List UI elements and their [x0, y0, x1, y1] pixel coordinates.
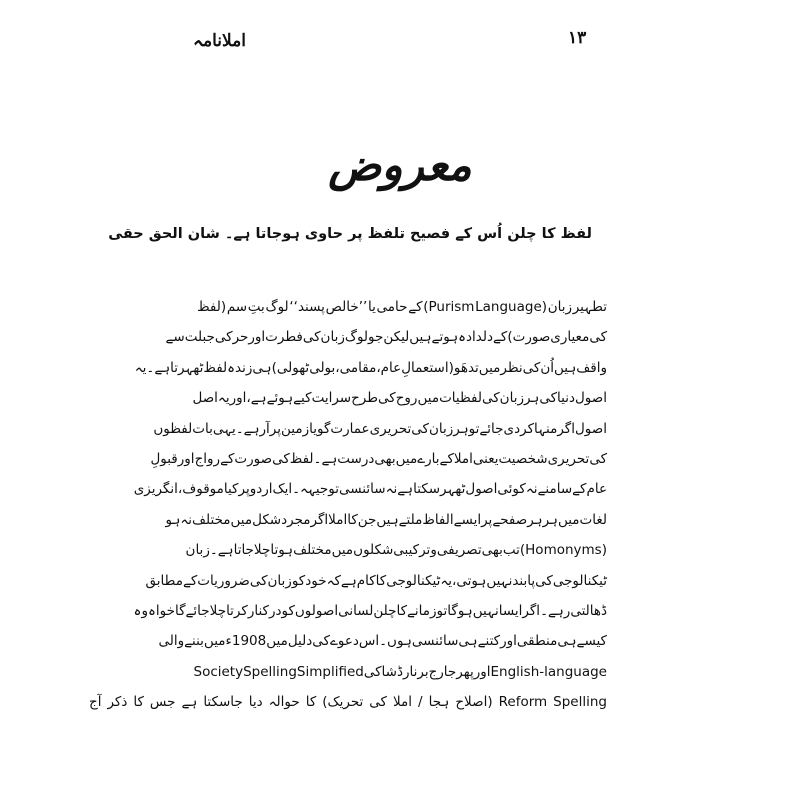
- word: ترکیبی: [393, 542, 431, 559]
- word: کیا: [223, 481, 239, 498]
- word: کو: [281, 602, 295, 619]
- word: ضروریات: [197, 572, 250, 589]
- word: پر: [481, 511, 493, 528]
- word: یہ: [134, 359, 147, 376]
- word: ہے: [340, 572, 357, 589]
- word: جاسکتا: [203, 694, 243, 711]
- word: بتِ: [247, 299, 265, 315]
- word: عمارت: [330, 420, 370, 437]
- word: تدھَو: [453, 359, 479, 376]
- word: میں: [478, 359, 501, 376]
- word: /: [418, 694, 423, 711]
- word: نہیں: [486, 572, 513, 589]
- word: زبان: [185, 542, 210, 559]
- word: لفظوں: [153, 420, 193, 437]
- word: ہے: [397, 481, 414, 498]
- word: ایسے: [453, 511, 482, 528]
- word: (Homonyms): [519, 542, 607, 559]
- word: صورت: [234, 450, 273, 467]
- word: دلدادہ: [458, 329, 493, 346]
- word: ہی: [458, 633, 478, 650]
- word: 1908ء: [225, 633, 267, 650]
- word: ٹیکنالوجی: [386, 572, 441, 589]
- word: معیاری: [550, 329, 590, 346]
- word: کے: [220, 450, 235, 467]
- word: صفحے: [492, 511, 528, 528]
- word: میں: [417, 390, 440, 407]
- word: کی: [522, 359, 541, 376]
- word: جائے: [185, 602, 210, 619]
- word: اگر: [310, 511, 329, 528]
- word: کی: [249, 572, 268, 589]
- word: عام،: [376, 359, 402, 376]
- word: یا: [367, 299, 376, 315]
- word: Spelling: [243, 663, 297, 680]
- word: دی: [503, 420, 521, 437]
- word: اور: [229, 390, 247, 407]
- word: دلیل: [287, 633, 313, 650]
- word: کی: [302, 329, 321, 346]
- word: سکتا: [413, 481, 441, 498]
- word: دنیا: [557, 390, 575, 407]
- word: ہیں: [554, 359, 577, 376]
- word: زبان: [499, 390, 524, 407]
- word: طرح: [351, 390, 379, 407]
- word: رہے۔: [540, 602, 571, 619]
- word: چلا: [253, 542, 271, 559]
- word: روح: [395, 390, 418, 407]
- word: جو: [368, 329, 384, 346]
- word: اصل: [192, 390, 218, 407]
- word: درست: [337, 450, 375, 467]
- body-line: [145, 566, 607, 596]
- word: کی: [363, 663, 382, 680]
- word: Purism): [423, 299, 475, 315]
- word: چلن: [373, 602, 397, 619]
- word: سرایت: [311, 390, 352, 407]
- word: اصول: [575, 420, 607, 437]
- word: Society: [193, 663, 244, 680]
- word: بات: [192, 420, 213, 437]
- body-line: [185, 535, 607, 565]
- word: آ: [266, 420, 270, 437]
- word: مختلف: [192, 511, 231, 528]
- word: مجرد: [281, 511, 311, 528]
- word: اردو: [249, 481, 273, 498]
- word: (اصلاح: [455, 694, 493, 711]
- word: ہوں۔: [379, 633, 412, 650]
- word: کی: [411, 420, 429, 437]
- word: پابند: [512, 572, 536, 589]
- word: تحریک): [322, 694, 364, 711]
- word: سائنسی: [339, 481, 386, 498]
- word: کیے: [293, 390, 312, 407]
- word: ہر: [453, 420, 469, 437]
- word: لوگ: [344, 329, 369, 346]
- word: لسانی: [338, 602, 374, 619]
- word: موقوف،: [177, 481, 224, 498]
- word: کی: [312, 633, 330, 650]
- word: نہ: [180, 511, 193, 528]
- word: کیسے: [576, 633, 607, 650]
- page-number: ۱۳: [568, 28, 587, 48]
- word: Spelling: [553, 694, 607, 711]
- word: ڈھالتی: [570, 602, 607, 619]
- word: کے: [493, 329, 508, 346]
- word: قبولِ: [150, 450, 178, 467]
- body-line: [165, 322, 607, 352]
- word: کام: [356, 572, 376, 589]
- word: Simplified: [296, 663, 364, 680]
- word: لوگ: [265, 299, 289, 315]
- word: و: [430, 542, 437, 559]
- body-line: [158, 626, 607, 656]
- word: بھی: [481, 542, 503, 559]
- word: کے: [182, 572, 198, 589]
- word: لیکن: [383, 329, 410, 346]
- word: چلا: [209, 602, 227, 619]
- word: میں: [230, 511, 253, 528]
- word: یہ: [217, 390, 230, 407]
- word: جاتا: [233, 542, 254, 559]
- word: یعنی: [472, 450, 499, 467]
- word: دعوے: [329, 633, 359, 650]
- word: فطرت: [265, 329, 303, 346]
- word: کو: [291, 572, 306, 589]
- body-line: [193, 657, 607, 687]
- word: گویا: [309, 420, 331, 437]
- word: ایک: [272, 481, 293, 498]
- word: رہے۔: [235, 420, 267, 437]
- word: املا: [392, 694, 413, 711]
- epigraph: لفظ کا چلن اُس کے فصیح تلفظ پر حاوی ہوجاتا ہے۔ شان الحق حقی: [108, 226, 592, 242]
- word: لفظ: [289, 450, 314, 467]
- word: سامنے: [537, 481, 573, 498]
- word: املا: [328, 511, 348, 528]
- word: سائنسی: [411, 633, 459, 650]
- word: جارج: [428, 663, 457, 680]
- word: کی: [589, 329, 607, 346]
- word: کی: [481, 390, 500, 407]
- word: پسند‘‘: [289, 299, 325, 315]
- word: لفظ: [203, 359, 228, 376]
- word: کرتا: [226, 602, 248, 619]
- word: ذکر: [107, 694, 128, 711]
- word: ہر: [527, 511, 543, 528]
- word: حرکی: [214, 329, 249, 346]
- word: کی: [535, 572, 553, 589]
- word: مقامی،: [335, 359, 377, 376]
- word: جائے: [479, 420, 504, 437]
- word: (لفظ: [197, 299, 227, 315]
- word: (Language: [475, 299, 548, 315]
- word: جبلت: [184, 329, 215, 346]
- word: یہی: [212, 420, 236, 437]
- word: خود: [305, 572, 327, 589]
- word: میں: [266, 633, 288, 650]
- word: حامی: [376, 299, 408, 315]
- body-line: [133, 596, 607, 626]
- word: جن: [357, 511, 377, 528]
- running-title: املانامہ: [193, 31, 246, 51]
- word: واقف: [576, 359, 607, 376]
- body-line: [89, 687, 607, 717]
- word: اگر: [557, 420, 575, 437]
- word: میں: [203, 633, 226, 650]
- word: ہی: [557, 633, 577, 650]
- word: کا: [347, 511, 358, 528]
- word: مختلف: [293, 542, 332, 559]
- word: عام: [586, 481, 607, 498]
- body-text: [89, 292, 607, 717]
- word: اور: [500, 633, 517, 650]
- word: لفظیات: [439, 390, 482, 407]
- word: کے: [408, 299, 423, 315]
- word: کی: [272, 450, 290, 467]
- word: (استعمالِ: [401, 359, 454, 376]
- body-line: [197, 292, 607, 322]
- word: یہ: [440, 572, 453, 589]
- word: ملتے: [398, 511, 423, 528]
- word: اصول: [465, 481, 498, 498]
- word: شکلوں: [353, 542, 394, 559]
- word: سم: [226, 299, 248, 315]
- word: نظر: [500, 359, 523, 376]
- word: ایسا: [498, 602, 523, 619]
- word: الفاظ: [422, 511, 454, 528]
- word: آج: [89, 694, 102, 711]
- word: اصولوں: [294, 602, 339, 619]
- word: توجیہہ۔: [292, 481, 340, 498]
- word: ہوتے: [431, 329, 459, 346]
- word: ’’خالص: [325, 299, 368, 315]
- word: شا: [381, 663, 397, 680]
- word: خواہ: [147, 602, 175, 619]
- word: رواج: [194, 450, 221, 467]
- word: ٹھولی): [271, 359, 310, 376]
- word: زمانے: [407, 602, 437, 619]
- word: پر: [238, 481, 250, 498]
- word: ہر: [542, 511, 558, 528]
- word: کا: [375, 572, 387, 589]
- word: اگر: [522, 602, 541, 619]
- word: زبان: [547, 299, 573, 315]
- word: اصول: [575, 390, 607, 407]
- word: میں: [331, 542, 354, 559]
- word: برنارڈ: [396, 663, 429, 680]
- word: نہ: [525, 481, 538, 498]
- word: ہر: [523, 390, 540, 407]
- word: گا: [174, 602, 186, 619]
- word: بولی: [309, 359, 336, 376]
- word: منطقی: [516, 633, 558, 650]
- body-line: [165, 505, 607, 535]
- word: ٹھہرتا: [170, 359, 204, 376]
- word: میں: [395, 450, 418, 467]
- word: ہوئے: [266, 390, 294, 407]
- word: ہیں: [376, 511, 399, 528]
- word: اور: [248, 329, 266, 346]
- word: منہا: [534, 420, 558, 437]
- word: تطہیر: [572, 299, 607, 315]
- body-line: [153, 414, 607, 444]
- word: نہ: [385, 481, 398, 498]
- word: زبان: [428, 420, 454, 437]
- word: دیا: [248, 694, 263, 711]
- word: تو: [468, 420, 480, 437]
- word: کے: [572, 481, 587, 498]
- word: کا: [133, 694, 144, 711]
- word: تحریری: [547, 450, 590, 467]
- word: کہ: [326, 572, 341, 589]
- word: وہ: [133, 602, 148, 619]
- word: ہے: [181, 694, 198, 711]
- word: کا: [305, 694, 317, 711]
- word: ہوگا: [447, 602, 473, 619]
- word: کے: [439, 450, 454, 467]
- word: لغات: [579, 511, 607, 528]
- word: ہجا: [428, 694, 450, 711]
- word: ٹھہر: [440, 481, 466, 498]
- word: اور: [473, 663, 491, 680]
- word: کی: [369, 694, 387, 711]
- word: بارے: [417, 450, 440, 467]
- body-line: [134, 353, 607, 383]
- word: سے: [165, 329, 185, 346]
- word: کی: [378, 390, 396, 407]
- word: ہے۔: [313, 450, 338, 467]
- word: شکل: [252, 511, 282, 528]
- word: زبان: [267, 572, 292, 589]
- word: پھر: [456, 663, 474, 680]
- word: کر: [520, 420, 535, 437]
- word: میں: [557, 511, 580, 528]
- word: ہی: [252, 359, 272, 376]
- word: اور: [177, 450, 195, 467]
- word: زبان: [320, 329, 345, 346]
- word: ہے،: [246, 390, 267, 407]
- word: کی: [589, 450, 607, 467]
- word: ہیں: [409, 329, 432, 346]
- word: ہے۔: [209, 542, 234, 559]
- word: والی: [158, 633, 185, 650]
- chapter-title: معروض: [328, 140, 472, 191]
- word: ہے۔: [146, 359, 171, 376]
- word: شخصیت: [498, 450, 548, 467]
- word: تو: [436, 602, 448, 619]
- word: بننے: [184, 633, 204, 650]
- word: ہوتی،: [452, 572, 487, 589]
- word: کتنے: [477, 633, 501, 650]
- word: تصریفی: [436, 542, 482, 559]
- word: English-language: [490, 663, 607, 680]
- word: صورت): [507, 329, 551, 346]
- word: نہیں: [472, 602, 499, 619]
- word: Reform: [498, 694, 548, 711]
- word: جس: [149, 694, 176, 711]
- word: زندہ: [227, 359, 253, 376]
- body-line: [150, 444, 607, 474]
- word: تب: [502, 542, 520, 559]
- word: ہو: [165, 511, 181, 528]
- word: کوئی: [497, 481, 526, 498]
- word: ٹیکنالوجی: [552, 572, 607, 589]
- word: اس: [358, 633, 380, 650]
- word: حوالہ: [268, 694, 300, 711]
- word: تحریری: [369, 420, 412, 437]
- word: اُن: [540, 359, 555, 376]
- word: ہوتا: [270, 542, 294, 559]
- word: بھی: [374, 450, 396, 467]
- word: کا: [396, 602, 408, 619]
- word: املا: [453, 450, 473, 467]
- word: زمین: [281, 420, 310, 437]
- body-line: [192, 383, 607, 413]
- word: مطابق: [145, 572, 183, 589]
- body-line: [133, 474, 607, 504]
- word: انگریزی: [133, 481, 178, 498]
- word: درکنار: [247, 602, 282, 619]
- word: پر: [269, 420, 281, 437]
- word: کی: [539, 390, 558, 407]
